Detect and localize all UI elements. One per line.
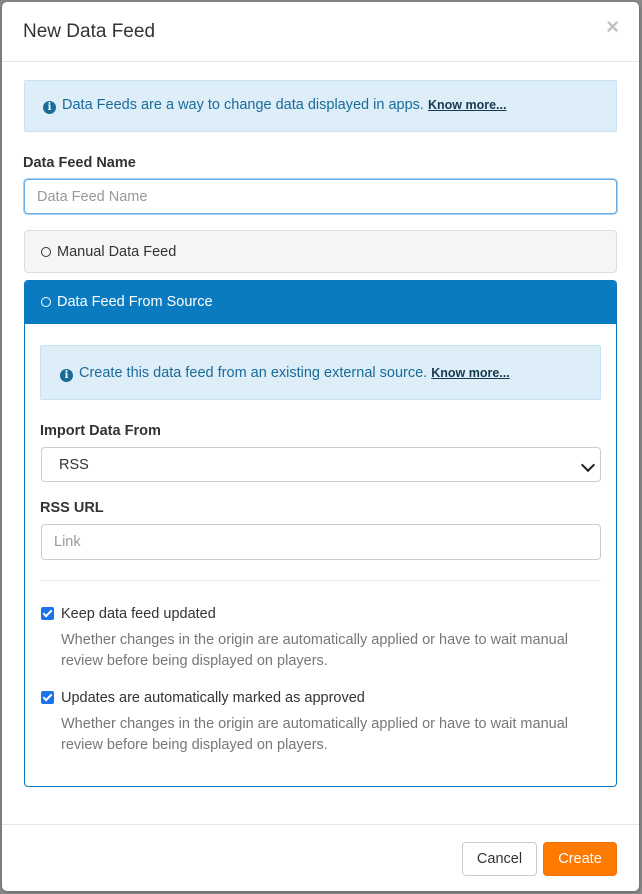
data-feed-name-label: Data Feed Name	[23, 155, 136, 171]
import-data-from-select[interactable]	[41, 447, 601, 482]
chevron-down-icon	[581, 458, 595, 472]
data-feed-from-source-panel	[24, 280, 617, 787]
divider	[40, 580, 601, 581]
source-radio[interactable]	[41, 297, 51, 307]
keep-updated-label: Keep data feed updated	[61, 606, 216, 622]
manual-radio[interactable]	[41, 247, 51, 257]
import-data-from-label: Import Data From	[40, 423, 161, 439]
auto-approve-help: Whether changes in the origin are automatically applied or have to wait manual review before being displayed on players.	[61, 716, 568, 753]
source-know-more-link[interactable]: Know more...	[431, 366, 510, 380]
keep-updated-help: Whether changes in the origin are automatically applied or have to wait manual review before being displayed on players.	[61, 632, 568, 669]
modal-header	[2, 2, 639, 62]
source-info-text: Create this data feed from an existing external source.	[79, 365, 428, 381]
close-icon[interactable]: ×	[606, 14, 619, 39]
import-selected-value: RSS	[59, 457, 89, 473]
auto-approve-label: Updates are automatically marked as approved	[61, 690, 365, 706]
intro-info-box	[24, 80, 617, 132]
modal-title: New Data Feed	[23, 21, 156, 42]
cancel-button[interactable]: Cancel	[462, 842, 537, 876]
create-button[interactable]: Create	[543, 842, 617, 876]
rss-url-input[interactable]	[41, 524, 601, 560]
manual-option-label: Manual Data Feed	[57, 244, 177, 260]
source-info-box	[40, 345, 601, 400]
info-icon: i	[43, 101, 56, 114]
info-icon: i	[60, 369, 73, 382]
auto-approve-checkbox[interactable]	[41, 691, 54, 704]
keep-updated-checkbox[interactable]	[41, 607, 54, 620]
new-data-feed-modal	[2, 2, 639, 891]
rss-url-label: RSS URL	[40, 500, 104, 516]
source-option-label: Data Feed From Source	[57, 294, 213, 310]
source-option-header[interactable]	[25, 281, 616, 324]
modal-footer	[2, 824, 639, 891]
manual-data-feed-option[interactable]	[24, 230, 617, 273]
data-feed-name-input[interactable]	[24, 179, 617, 214]
intro-know-more-link[interactable]: Know more...	[427, 98, 507, 112]
intro-info-text: Data Feeds are a way to change data displayed in apps.	[62, 97, 424, 113]
